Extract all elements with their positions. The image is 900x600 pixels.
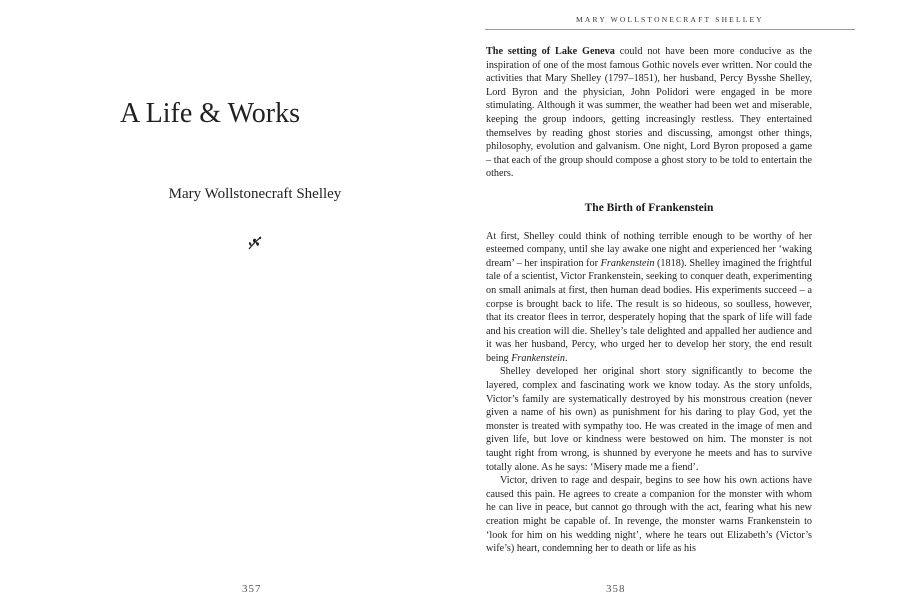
body-text [486,45,812,556]
right-page [440,0,900,600]
book-title-italic: Frankenstein [600,257,655,269]
book-title-italic: Frankenstein [511,352,565,364]
book-title: A Life & Works [120,98,300,129]
paragraph-text: (1818). Shelley imagined the frightful tale of a scientist, Victor Frankenstein, seeking to conquer death, experimenting on small animals at first, then human dead bodies. His experiments succeed – a corpse is brought back to life. The result is so hideous, so soulless, however, that its creator flees in terror, desperately hoping that the spark of life will fade and his creation will die. Shelley’s tale delighted and appalled her audience and it was her husband, Percy, who urged her to develop her story, the end result being [486,257,812,364]
left-page [0,0,440,600]
paragraph [486,45,812,181]
paragraph-text: At first, Shelley could think of nothing terrible enough to be worthy of her esteemed company, until she lay awake one night and experienced her ‘waking dream’ – her inspiration for [486,230,812,269]
paragraph-text: could not have been more conducive as the inspiration of one of the most famous Gothic novels ever written. Nor could the activities that Mary Shelley (1797–1851), her husband, Percy Bysshe Shelley, Lord Byron and the physician, John Polidori were engaged in be more stimulating. Although it was summer, the weather had been wet and miserable, keeping the group indoors, getting increasingly restless. They entertained themselves by reading ghost stories and discussing, amongst other things, philosophy, evolution and galvanism. One night, Lord Byron proposed a game – that each of the group should compose a ghost story to be told to entertain the others. [486,46,812,180]
leaf-ornament-icon [246,234,264,252]
section-heading: The Birth of Frankenstein [584,201,714,214]
running-head: MARY WOLLSTONECRAFT SHELLEY [576,15,764,24]
header-rule [485,29,855,30]
paragraph: Shelley developed her original short story significantly to become the layered, complex and fascinating work we know today. As the story unfolds, Victor’s family are systematically destroyed by his monstrous creation (never given a name of his own) as punishment for his daring to play God, yet the monster is treated with sympathy too. He was created in the image of men and given life, but love or kindness were bestowed on him. The monster is not taught right from wrong, is shunned by everyone he meets and has to survive totally alone. As he says: ‘Misery made me a fiend’. [486,366,812,473]
paragraph-text: . [564,352,568,364]
author-name: Mary Wollstonecraft Shelley [168,186,342,202]
page-number-left: 357 [242,583,262,595]
lead-in: The setting of Lake Geneva [486,46,615,57]
paragraph: Victor, driven to rage and despair, begins to see how his own actions have caused this pain. He agrees to create a companion for the monster with whom he can live in peace, but cannot go through with the act, fearing what his new creation might be capable of. In revenge, the monster warns Frankenstein to ‘look for him on his wedding night’, where he tears out Elizabeth’s (Victor’s wife’s) heart, condemning her to death or life as his [486,475,812,555]
page-number-right: 358 [606,583,626,595]
paragraph [486,230,812,366]
